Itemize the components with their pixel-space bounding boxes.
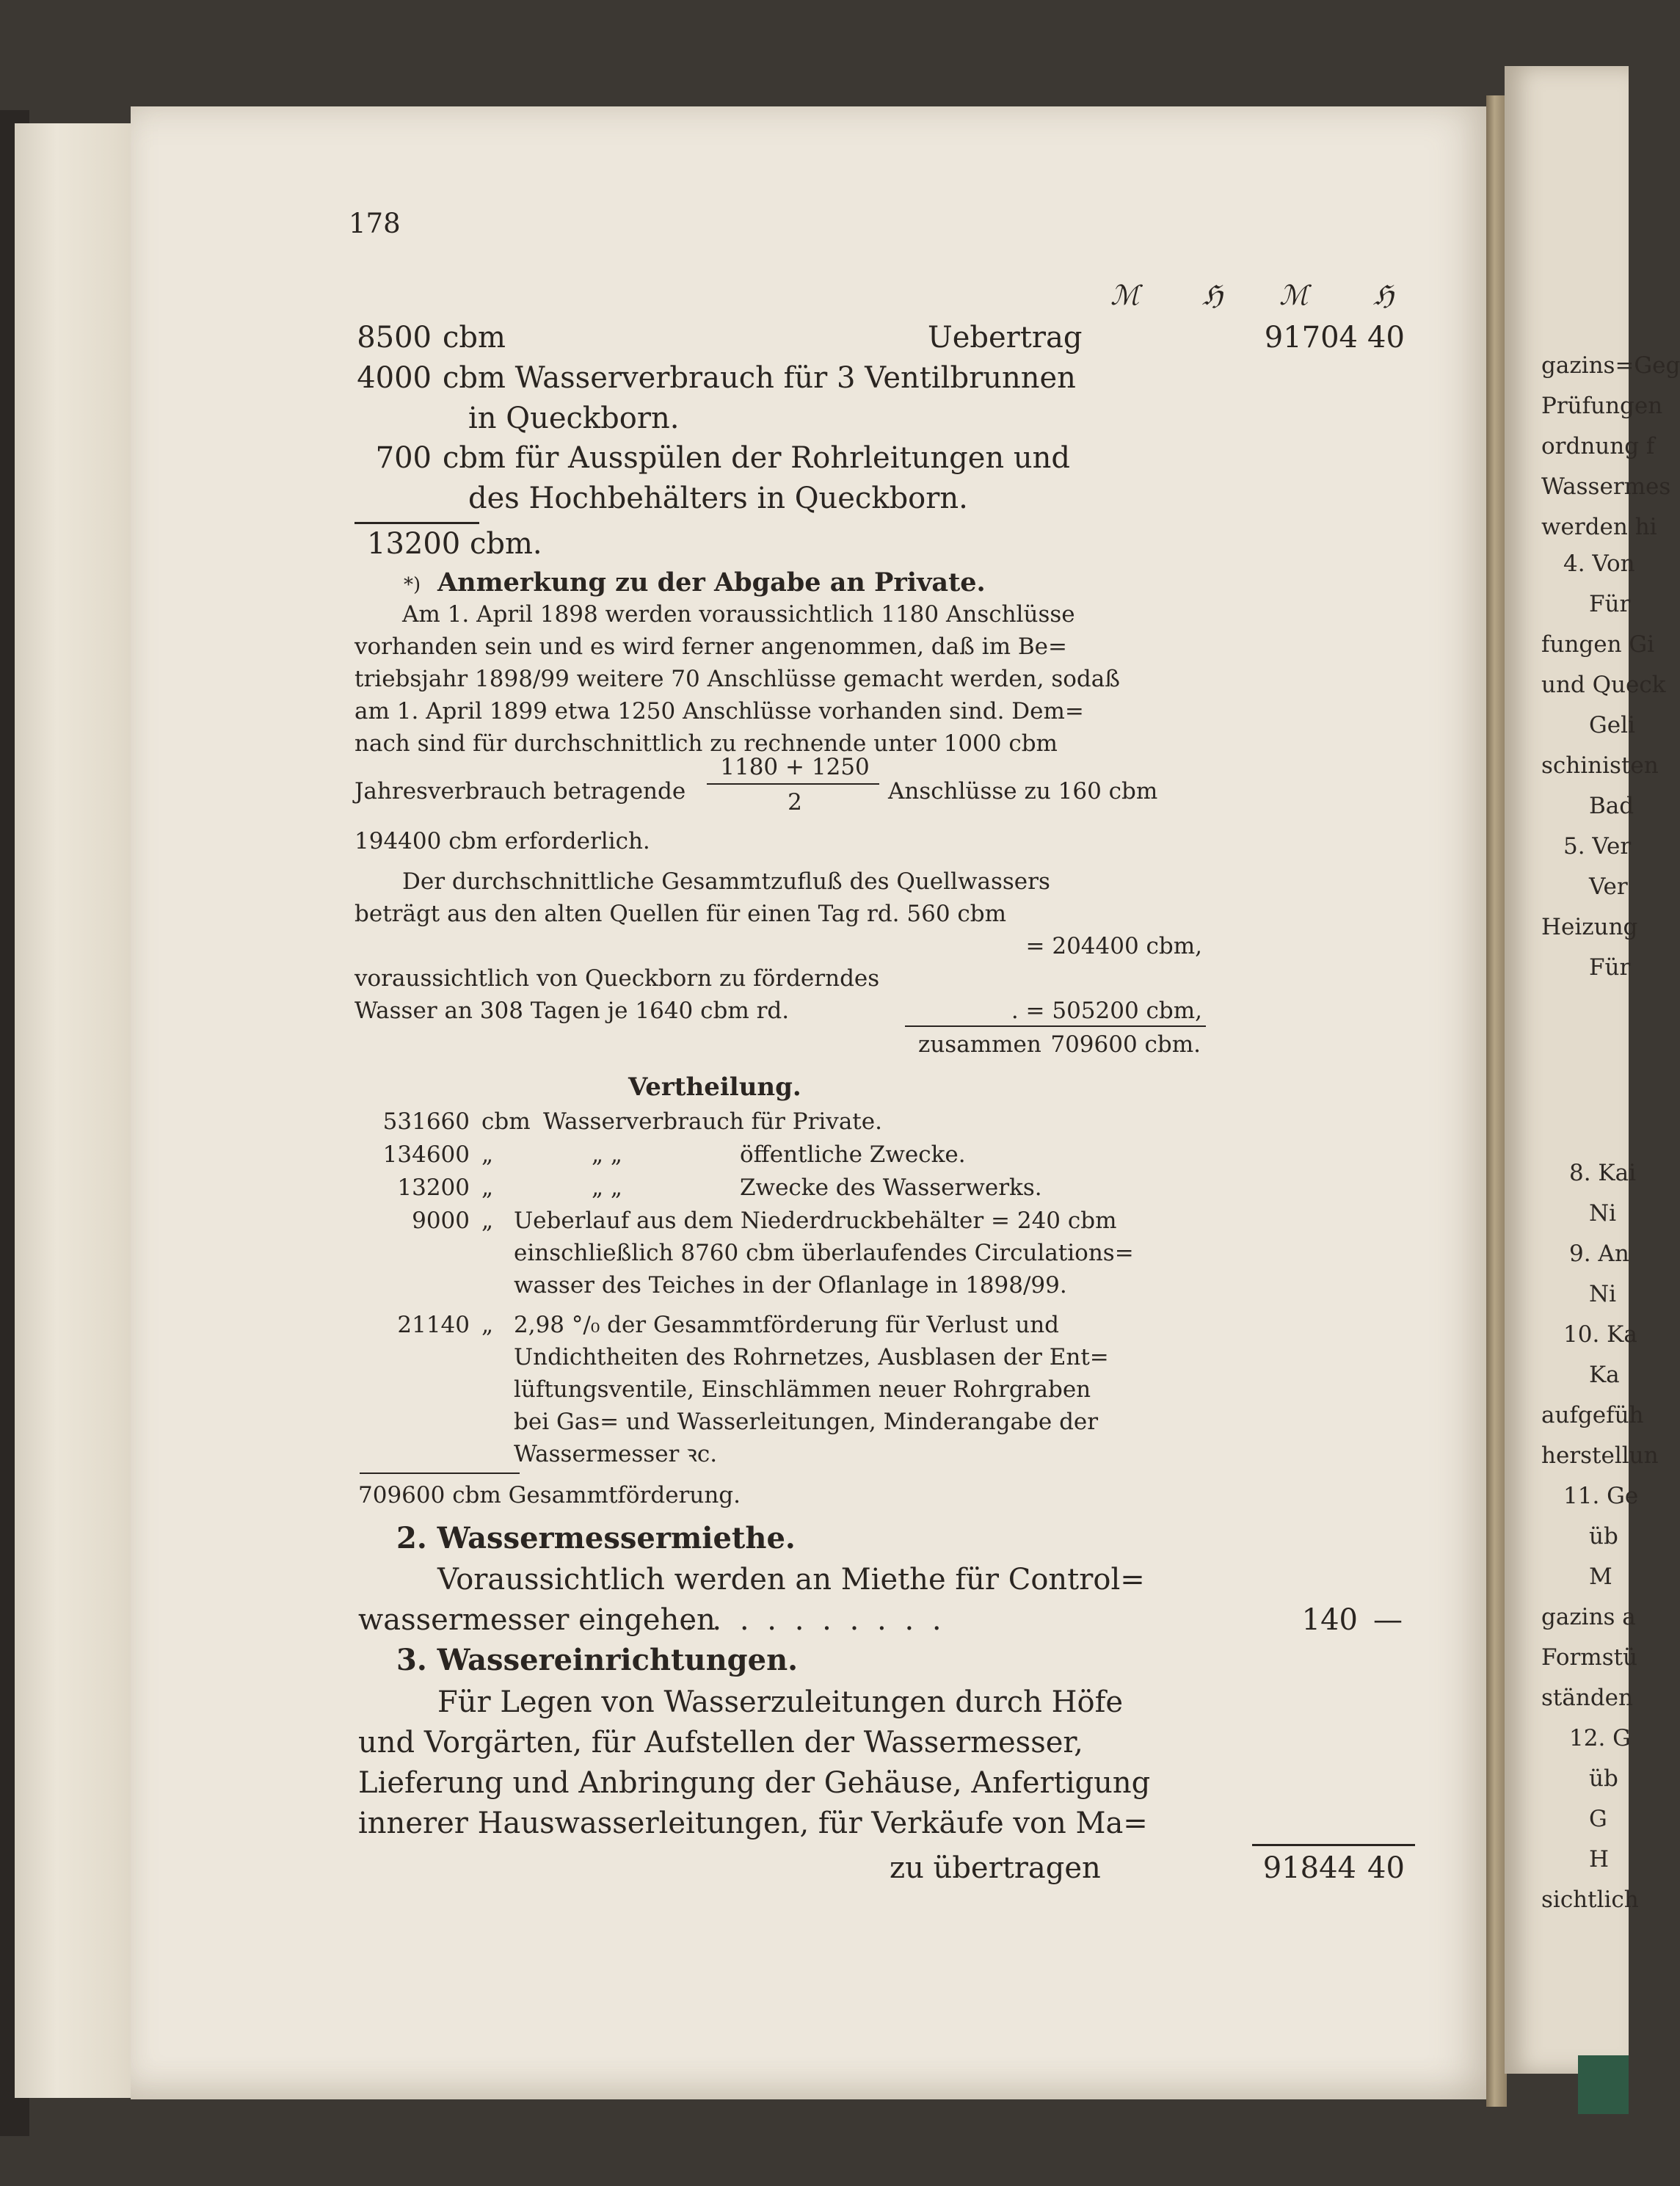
carry-over-mark: 91704 — [1264, 321, 1358, 355]
sum-rule — [905, 1025, 1206, 1027]
green-cloth — [1578, 2055, 1629, 2114]
supply-line: Der durchschnittliche Gesammtzufluß des Quellwassers — [402, 868, 1050, 895]
carry-over-label: Uebertrag — [928, 321, 1083, 355]
footnote-marker: *) — [404, 574, 421, 596]
volume-text: des Hochbehälters in Queckborn. — [468, 482, 968, 515]
dist-text: Wassermesser ꝛc. — [514, 1441, 718, 1467]
note-line: vorhanden sein und es wird ferner angenommen, daß im Be= — [354, 633, 1067, 660]
volume-qty: 700 — [375, 441, 432, 475]
dist-qty: 9000 — [412, 1208, 470, 1234]
fragment: 11. Ge — [1563, 1483, 1639, 1509]
currency-header-mark-1: ℳ — [1110, 280, 1140, 311]
fraction-suffix: Anschlüsse zu 160 cbm — [888, 778, 1158, 805]
fragment: gazins a — [1541, 1604, 1636, 1630]
fragment: 5. Ver — [1563, 833, 1632, 860]
section3-line: innerer Hauswasserleitungen, für Verkäufe von Ma= — [358, 1806, 1148, 1840]
fragment: werden hi — [1541, 514, 1657, 540]
section2-line: Voraussichtlich werden an Miethe für Control= — [437, 1563, 1145, 1597]
total-label: zusammen — [918, 1031, 1041, 1058]
note-line: Am 1. April 1898 werden voraussichtlich 1180 Anschlüsse — [402, 601, 1075, 628]
fragment: herstellun — [1541, 1442, 1659, 1469]
dist-qty: 13200 — [397, 1174, 470, 1201]
fragment: Heizung — [1541, 914, 1638, 940]
volume-text: in Queckborn. — [468, 402, 680, 435]
fragment: Ni — [1589, 1200, 1617, 1227]
fragment: und Queck — [1541, 672, 1666, 698]
volume-qty: 8500 — [357, 321, 432, 355]
dist-qty: 21140 — [397, 1312, 470, 1338]
note-heading: Anmerkung zu der Abgabe an Private. — [437, 567, 986, 598]
dist-unit: „ — [481, 1312, 494, 1338]
fraction-denominator: 2 — [788, 789, 802, 816]
fragment: sichtlich — [1541, 1887, 1639, 1913]
dist-unit: „ — [481, 1174, 494, 1201]
volume-text-span: cbm Wasserverbrauch für 3 Ventilbrunnen — [443, 361, 1076, 395]
dist-qty: 531660 — [382, 1108, 470, 1135]
sum-rule — [354, 522, 479, 524]
footer-mark: 91844 — [1262, 1851, 1356, 1885]
currency-header-pf-1: ℌ — [1202, 280, 1223, 311]
volume-text: cbm für Ausspülen der Rohrleitungen und — [443, 441, 1070, 475]
fragment: G — [1589, 1806, 1607, 1832]
dist-text: Ueberlauf aus dem Niederdruckbehälter = 240 cbm — [514, 1208, 1117, 1234]
section2-heading: 2. Wassermessermiethe. — [396, 1521, 796, 1555]
supply-line: beträgt aus den alten Quellen für einen Tag rd. 560 cbm — [354, 901, 1007, 927]
sum-rule — [360, 1473, 520, 1474]
dist-text: 2,98 °/₀ der Gesammtförderung für Verlust und — [514, 1312, 1060, 1338]
fragment: fungen Gi — [1541, 631, 1655, 658]
section2-line: wassermesser eingehen — [358, 1603, 716, 1637]
fragment: 12. G — [1569, 1725, 1631, 1751]
currency-header-mark-2: ℳ — [1279, 280, 1309, 311]
fragment: Ver — [1589, 874, 1628, 900]
fragment: Ka — [1589, 1362, 1620, 1388]
page-number: 178 — [349, 208, 401, 239]
dist-ditto: „ „ — [592, 1141, 622, 1168]
dot-leader: . . . . . . . . . . — [685, 1603, 946, 1637]
dist-text: bei Gas= und Wasserleitungen, Minderangabe der — [514, 1409, 1099, 1435]
left-page — [131, 106, 1490, 2099]
fragment: Wassermes — [1541, 473, 1671, 500]
fragment: 10. Ka — [1563, 1321, 1637, 1348]
footer-label: zu übertragen — [890, 1851, 1101, 1885]
note-line: triebsjahr 1898/99 weitere 70 Anschlüsse gemacht werden, sodaß — [354, 666, 1120, 692]
section3-line: Für Legen von Wasserzuleitungen durch Höfe — [437, 1685, 1124, 1719]
fragment: M — [1589, 1564, 1612, 1590]
sum-rule — [1252, 1844, 1415, 1846]
book-gutter — [1486, 95, 1507, 2107]
section2-amount-mark: 140 — [1301, 1603, 1358, 1637]
dist-text: lüftungsventile, Einschlämmen neuer Rohrgraben — [514, 1376, 1091, 1403]
dist-unit: „ — [481, 1208, 494, 1234]
dist-text: einschließlich 8760 cbm überlaufendes Circulations= — [514, 1240, 1134, 1266]
distribution-heading: Vertheilung. — [628, 1072, 801, 1102]
right-page — [1505, 66, 1680, 2074]
volume-total: 13200 cbm. — [367, 527, 542, 561]
fragment: Formstü — [1541, 1644, 1638, 1671]
note-line: am 1. April 1899 etwa 1250 Anschlüsse vorhanden sind. Dem= — [354, 698, 1084, 725]
dist-unit: cbm — [481, 1108, 531, 1135]
fragment: üb — [1589, 1765, 1618, 1792]
volume-qty: 4000 — [357, 361, 432, 395]
section3-line: Lieferung und Anbringung der Gehäuse, Anfertigung — [358, 1766, 1151, 1800]
fragment: Prüfungen — [1541, 393, 1663, 419]
fragment: schinisten — [1541, 752, 1659, 779]
section3-heading: 3. Wassereinrichtungen. — [396, 1643, 799, 1677]
fragment: 4. Von — [1563, 551, 1635, 577]
dist-text: wasser des Teiches in der Oflanlage in 1898/99. — [514, 1272, 1067, 1299]
fragment: Geli — [1589, 712, 1635, 738]
fragment: 8. Kai — [1569, 1160, 1636, 1186]
section3-line: und Vorgärten, für Aufstellen der Wassermesser, — [358, 1726, 1083, 1760]
dist-text: Zwecke des Wasserwerks. — [740, 1174, 1042, 1201]
fragment: aufgefüh — [1541, 1402, 1644, 1428]
footer-pf: 40 — [1367, 1851, 1405, 1885]
volume-text: cbm — [443, 321, 506, 355]
currency-header-pf-2: ℌ — [1373, 280, 1394, 311]
required-line: 194400 cbm erforderlich. — [354, 828, 650, 854]
carry-over-pf: 40 — [1367, 321, 1405, 355]
fragment: ständen — [1541, 1685, 1633, 1711]
fraction-numerator: 1180 + 1250 — [720, 754, 870, 780]
total-value: 709600 cbm. — [1050, 1031, 1201, 1058]
dist-qty: 134600 — [382, 1141, 470, 1168]
dist-text: öffentliche Zwecke. — [740, 1141, 966, 1168]
fragment: H — [1589, 1846, 1610, 1873]
supply-line: voraussichtlich von Queckborn zu förderndes — [354, 965, 880, 992]
fragment: gazins=Geg — [1541, 352, 1680, 379]
fragment: üb — [1589, 1523, 1618, 1550]
volume-text — [443, 360, 1193, 396]
fragment: ordnung f — [1541, 433, 1655, 460]
dist-text: Wasserverbrauch für Private. — [543, 1108, 882, 1135]
fragment: Bad — [1589, 793, 1634, 819]
fragment: Für — [1589, 954, 1631, 981]
supply-result: . = 505200 cbm, — [1011, 998, 1202, 1024]
supply-result: = 204400 cbm, — [1025, 933, 1202, 959]
fraction-prefix: Jahresverbrauch betragende — [354, 778, 686, 805]
dist-text: Undichtheiten des Rohrnetzes, Ausblasen der Ent= — [514, 1344, 1109, 1370]
supply-line: Wasser an 308 Tagen je 1640 cbm rd. — [354, 998, 790, 1024]
dist-ditto: „ „ — [592, 1174, 622, 1201]
fraction-bar — [707, 783, 879, 785]
section2-amount-pf: — — [1373, 1603, 1403, 1637]
fragment: 9. An — [1569, 1241, 1629, 1267]
fragment: Für — [1589, 591, 1631, 617]
note-line: nach sind für durchschnittlich zu rechnende unter 1000 cbm — [354, 730, 1058, 757]
dist-unit: „ — [481, 1141, 494, 1168]
fragment: Ni — [1589, 1281, 1617, 1307]
distribution-total: 709600 cbm Gesammtförderung. — [358, 1482, 741, 1508]
